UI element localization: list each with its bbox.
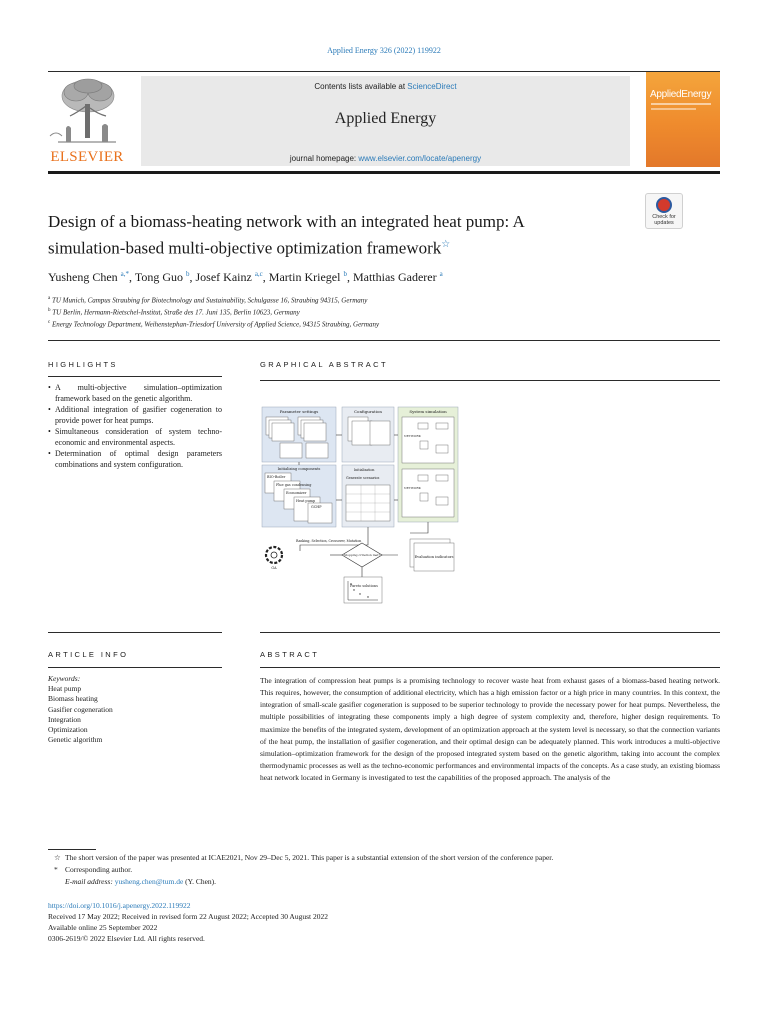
email-label: E-mail address: bbox=[65, 877, 113, 886]
keyword-item: Biomass heating bbox=[48, 694, 98, 704]
keyword-item: Gasifier cogeneration bbox=[48, 704, 113, 714]
title-line-1: Design of a biomass-heating network with an integrated heat pump: A bbox=[48, 212, 525, 231]
check-updates-line-2: updates bbox=[654, 220, 674, 226]
header-divider-top bbox=[48, 71, 720, 72]
affiliation-mark: b bbox=[48, 308, 51, 313]
article-info-rule bbox=[48, 667, 222, 668]
received-dates: Received 17 May 2022; Received in revised form 22 August 2022; Accepted 30 August 2022 bbox=[48, 912, 328, 921]
affiliation-text: Energy Technology Department, Weihenstephan-Triesdorf University of Applied Science, 94315 Straubing, Germany bbox=[51, 320, 380, 329]
title-line-2-text: simulation-based multi-objective optimization framework bbox=[48, 238, 442, 258]
cover-subtitle-bar bbox=[651, 103, 711, 105]
ga-label-network: NETWORK bbox=[404, 434, 421, 438]
header-divider-bottom bbox=[48, 171, 720, 174]
bookmark-icon bbox=[656, 197, 672, 213]
footnote-corresponding bbox=[54, 865, 132, 874]
ga-label-configuration: Configuration bbox=[353, 409, 383, 414]
author-affiliation-link[interactable]: a,c bbox=[254, 270, 263, 278]
affiliation-text: TU Munich, Campus Straubing for Biotechnology and Sustainability, Schulgasse 16, Straubing 94315, Germany bbox=[51, 296, 368, 305]
affiliation-mark: c bbox=[48, 320, 51, 325]
author-affiliation-link[interactable]: a bbox=[439, 270, 443, 278]
ga-label-stopping: Stopping criterion met? bbox=[343, 553, 381, 557]
contents-prefix: Contents lists available at bbox=[314, 82, 408, 91]
author-affiliation-link[interactable]: b bbox=[186, 270, 190, 278]
cover-subtitle-bar bbox=[651, 108, 696, 110]
gear-hub bbox=[271, 552, 277, 558]
affiliation bbox=[48, 296, 720, 304]
ga-label-generate-scenarios: Generate scenarios bbox=[346, 476, 380, 480]
highlight-item: • Determination of optimal design parameters combinations and system configuration. bbox=[48, 448, 222, 470]
abstract-body: The integration of compression heat pumps is a promising technology to recover waste heat from exhaust gases of a biomass-based heating network. This requires, however, the consumption of additional electricity, which has a high emission factor or a high price in many countries. In this context, the integration of small-scale gasifier cogeneration is supposed to be superior technology to provide the necessary power for heat pumps. Nevertheless, the multiple possibilities of integrating these components imply a high degree of system complexity and, therefore, higher design requirements. To maximize the benefits of the integrated system, development of an optimization approach at the system level is necessary, so that the connection variants of the heat pump, the installation of gasifier cogeneration, and their optimal design can be adequately planned. This work introduces a multi-objective simulation–optimization framework for the design of the proposed integrated system based on the genetic algorithm, taking into account the complex thermodynamic processes as well as the techno-economic performances and environmental impacts of the concepts. As a case study, an existing biomass heat network located in Germany is investigated to test the capabilities of the proposed approach. The analysis of the bbox=[260, 676, 720, 783]
footnote-email bbox=[65, 877, 216, 886]
email-link[interactable]: yusheng.chen@tum.de bbox=[114, 877, 184, 886]
keyword-item: Optimization bbox=[48, 725, 88, 735]
author-list: Yusheng Chen $^{a,*}$, Tong Guo $^b$, Josef Kainz $^{a,c}$, Martin Kriegel $^b$, Matthias Gaderer $^a$ bbox=[48, 270, 443, 284]
journal-reference[interactable]: Applied Energy 326 (2022) 119922 bbox=[327, 46, 441, 55]
contents-line bbox=[141, 82, 630, 91]
check-updates-line-1: Check for bbox=[652, 214, 676, 220]
author-name: Josef Kainz bbox=[195, 270, 252, 284]
footnote-text: Corresponding author. bbox=[65, 865, 133, 874]
footnote-text: The short version of the paper was presented at ICAE2021, Nov 29–Dec 5, 2021. This paper is a substantial extension of the short version of the conference paper. bbox=[65, 853, 554, 862]
divider bbox=[260, 632, 720, 633]
highlights-heading: HIGHLIGHTS bbox=[48, 360, 118, 369]
footnote-conference bbox=[54, 853, 553, 862]
ga-label-pareto: Pareto solutions bbox=[350, 584, 378, 588]
homepage-line bbox=[141, 154, 630, 163]
doi-link[interactable]: https://doi.org/10.1016/j.apenergy.2022.119922 bbox=[48, 901, 191, 910]
keywords-label: Keywords: bbox=[48, 674, 81, 683]
author-affiliation-link[interactable]: a,* bbox=[120, 270, 130, 278]
check-updates-label bbox=[646, 214, 682, 226]
pareto-box bbox=[344, 577, 382, 603]
abstract-rule bbox=[260, 667, 720, 668]
journal-cover-thumbnail[interactable] bbox=[646, 72, 720, 167]
highlights-rule bbox=[48, 376, 222, 377]
footnote-mark: * bbox=[54, 865, 58, 874]
ga-label-initialization: Initialization bbox=[354, 468, 375, 472]
affiliation-mark: a bbox=[48, 296, 51, 301]
online-date: Available online 25 September 2022 bbox=[48, 923, 158, 932]
highlights-list bbox=[48, 382, 222, 470]
title-line-2 bbox=[48, 233, 608, 260]
author-name: Tong Guo bbox=[134, 270, 183, 284]
copyright: 0306-2619/© 2022 Elsevier Ltd. All rights reserved. bbox=[48, 934, 205, 943]
email-suffix: (Y. Chen). bbox=[185, 877, 217, 886]
elsevier-logo[interactable] bbox=[48, 76, 126, 166]
ga-label-flue-gas: Flue gas condensing bbox=[276, 483, 312, 487]
author-affiliation-link[interactable]: b bbox=[343, 270, 347, 278]
ga-label-parameter-settings: Parameter settings bbox=[279, 409, 319, 414]
highlight-item: • Additional integration of gasifier cogeneration to provide power for heat pumps. bbox=[48, 404, 222, 426]
journal-banner bbox=[141, 76, 630, 166]
ga-label-network: NETWORK bbox=[404, 486, 421, 490]
ga-label-evaluation: Evaluation indicators bbox=[414, 555, 454, 559]
footnote-mark: ☆ bbox=[54, 853, 61, 862]
author-name: Martin Kriegel bbox=[268, 270, 341, 284]
highlight-item: • Simultaneous consideration of system techno-economic and environmental aspects. bbox=[48, 426, 222, 448]
ga-label-economizer: Economizer bbox=[286, 491, 307, 495]
elsevier-wordmark: ELSEVIER bbox=[50, 149, 124, 165]
author-name: Matthias Gaderer bbox=[352, 270, 437, 284]
author-name: Yusheng Chen bbox=[48, 270, 118, 284]
article-info-heading: ARTICLE INFO bbox=[48, 650, 129, 659]
keyword-item: Heat pump bbox=[48, 684, 82, 693]
divider bbox=[48, 340, 720, 341]
elsevier-tree-emblem bbox=[48, 76, 126, 148]
ga-label-initializing: Initializing components bbox=[277, 467, 321, 471]
ga-label-gchp: GCHP bbox=[311, 505, 322, 509]
abstract-heading: ABSTRACT bbox=[260, 650, 320, 659]
divider bbox=[48, 632, 222, 633]
homepage-link[interactable]: www.elsevier.com/locate/apenergy bbox=[358, 154, 482, 163]
ga-label-bio-boiler: BIO-Boiler bbox=[267, 475, 286, 479]
homepage-prefix: journal homepage: bbox=[289, 154, 359, 163]
graphical-abstract-heading: GRAPHICAL ABSTRACT bbox=[260, 360, 388, 369]
cover-title: AppliedEnergy bbox=[650, 89, 712, 100]
graphical-abstract-figure[interactable] bbox=[260, 405, 460, 605]
affiliation bbox=[48, 308, 720, 316]
sciencedirect-link[interactable]: ScienceDirect bbox=[407, 82, 457, 91]
configuration-sheets bbox=[348, 417, 390, 445]
journal-title: Applied Energy bbox=[334, 110, 437, 127]
ga-label-ga-steps: Ranking, Selection, Crossover, Mutation bbox=[296, 539, 362, 543]
keyword-item: Genetic algorithm bbox=[48, 735, 103, 745]
publication-info bbox=[48, 900, 720, 944]
keywords-list bbox=[48, 684, 208, 746]
title-footnote-mark[interactable]: ☆ bbox=[441, 239, 451, 250]
ga-label-heat-pump: Heat pump bbox=[296, 499, 316, 503]
highlight-item: • A multi-objective simulation–optimization framework based on the genetic algorithm. bbox=[48, 382, 222, 404]
affiliation bbox=[48, 320, 720, 328]
graphical-abstract-rule bbox=[260, 380, 720, 381]
paper-title bbox=[48, 210, 608, 260]
graphical-abstract-diagram bbox=[260, 405, 460, 605]
ga-label-ga: GA bbox=[271, 566, 277, 570]
affiliation-text: TU Berlin, Hermann-Rietschel-Institut, Straße des 17. Juni 135, Berlin 10623, Germany bbox=[52, 308, 300, 317]
keyword-item: Integration bbox=[48, 714, 81, 724]
check-for-updates-button[interactable] bbox=[645, 193, 683, 229]
footnote-rule bbox=[48, 849, 96, 850]
ga-label-system-simulation: System simulation bbox=[409, 409, 447, 414]
